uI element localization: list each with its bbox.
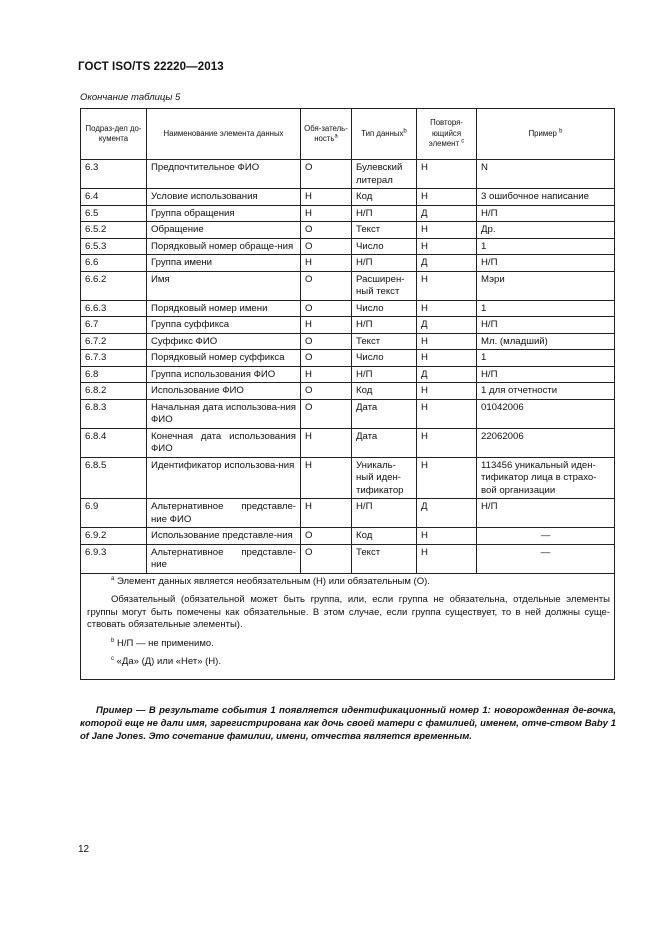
- table-row: [81, 350, 615, 367]
- table-row: [81, 222, 615, 239]
- element-name-cell: Начальная дата использова-ния ФИО: [147, 399, 301, 428]
- obligation-cell: О: [301, 399, 352, 428]
- table-header-row: [81, 109, 615, 160]
- notes-row: [81, 573, 615, 679]
- data-type-cell: Н/П: [352, 255, 417, 272]
- repeating-cell: Н: [417, 428, 477, 457]
- header-repeating: Повторя-ющийся элемент $^c$: [417, 109, 477, 160]
- element-name-cell: Идентификатор использова-ния: [147, 457, 301, 499]
- data-type-cell: Дата: [352, 428, 417, 457]
- element-name-cell: Предпочтительное ФИО: [147, 160, 301, 189]
- example-cell: 3 ошибочное написание: [477, 189, 615, 206]
- element-name-cell: Группа суффикса: [147, 317, 301, 334]
- repeating-cell: Д: [417, 255, 477, 272]
- element-name-cell: Группа использования ФИО: [147, 366, 301, 383]
- obligation-cell: Н: [301, 428, 352, 457]
- obligation-cell: Н: [301, 317, 352, 334]
- section-cell: 6.3: [81, 160, 147, 189]
- element-name-cell: Порядковый номер суффикса: [147, 350, 301, 367]
- notes-cell: [81, 573, 615, 679]
- data-type-cell: Число: [352, 350, 417, 367]
- repeating-cell: Н: [417, 333, 477, 350]
- obligation-cell: Н: [301, 366, 352, 383]
- obligation-cell: Н: [301, 189, 352, 206]
- repeating-cell: Н: [417, 457, 477, 499]
- page-number: 12: [78, 844, 90, 855]
- example-cell: 113456 уникальный иден-тификатор лица в страхо-вой организации: [477, 457, 615, 499]
- section-cell: 6.9.3: [81, 544, 147, 573]
- table-row: [81, 333, 615, 350]
- example-cell: —: [477, 544, 615, 573]
- header-obligation: Обя-затель-ность$^a$: [301, 109, 352, 160]
- example-cell: 01042006: [477, 399, 615, 428]
- note-c: $^c$ «Да» (Д) или «Нет» (Н).: [111, 655, 221, 667]
- repeating-cell: Н: [417, 189, 477, 206]
- section-cell: 6.7: [81, 317, 147, 334]
- data-type-cell: Уникаль-ный иден-тификатор: [352, 457, 417, 499]
- section-cell: 6.7.3: [81, 350, 147, 367]
- obligation-cell: Н: [301, 205, 352, 222]
- note-a-body: Обязательный (обязательной может быть группа, или, если группа не обязательна, отдельные элементы группы могут быть помечены как обязательные. В этом случае, если группа существует, то в ней должны суще-ствовать обязательные элементы).: [87, 594, 610, 630]
- example-cell: Н/П: [477, 366, 615, 383]
- repeating-cell: Д: [417, 366, 477, 383]
- section-cell: 6.8.4: [81, 428, 147, 457]
- repeating-cell: Н: [417, 383, 477, 400]
- example-cell: N: [477, 160, 615, 189]
- table-row: [81, 238, 615, 255]
- data-type-cell: Число: [352, 238, 417, 255]
- header-element-name: Наименование элемента данных: [147, 109, 301, 160]
- repeating-cell: Н: [417, 544, 477, 573]
- table-row: [81, 399, 615, 428]
- table-row: [81, 528, 615, 545]
- table-row: [81, 366, 615, 383]
- table-row: [81, 255, 615, 272]
- obligation-cell: О: [301, 222, 352, 239]
- data-type-cell: Текст: [352, 544, 417, 573]
- obligation-cell: О: [301, 544, 352, 573]
- table-row: [81, 189, 615, 206]
- table-row: [81, 457, 615, 499]
- element-name-cell: Группа обращения: [147, 205, 301, 222]
- header-data-type: Тип данных$^b$: [352, 109, 417, 160]
- section-cell: 6.5.3: [81, 238, 147, 255]
- data-type-cell: Текст: [352, 333, 417, 350]
- example-cell: Др.: [477, 222, 615, 239]
- data-type-cell: Текст: [352, 222, 417, 239]
- data-type-cell: Н/П: [352, 499, 417, 528]
- header-section: Подраз-дел до-кумента: [81, 109, 147, 160]
- table-row: [81, 428, 615, 457]
- section-cell: 6.8: [81, 366, 147, 383]
- repeating-cell: Д: [417, 205, 477, 222]
- element-name-cell: Альтернативное представле-ние: [147, 544, 301, 573]
- table-row: [81, 271, 615, 300]
- repeating-cell: Н: [417, 238, 477, 255]
- example-cell: 1 для отчетности: [477, 383, 615, 400]
- table-row: [81, 205, 615, 222]
- element-name-cell: Группа имени: [147, 255, 301, 272]
- section-cell: 6.8.5: [81, 457, 147, 499]
- data-type-cell: Н/П: [352, 317, 417, 334]
- data-type-cell: Расширен-ный текст: [352, 271, 417, 300]
- example-cell: Мэри: [477, 271, 615, 300]
- section-cell: 6.5: [81, 205, 147, 222]
- example-cell: 22062006: [477, 428, 615, 457]
- table-row: [81, 544, 615, 573]
- element-name-cell: Использование представле-ния: [147, 528, 301, 545]
- table-row: [81, 160, 615, 189]
- data-type-cell: Число: [352, 300, 417, 317]
- example-cell: Н/П: [477, 205, 615, 222]
- data-type-cell: Код: [352, 383, 417, 400]
- document-title: ГОСТ ISO/TS 22220—2013: [78, 61, 224, 73]
- element-name-cell: Конечная дата использования ФИО: [147, 428, 301, 457]
- repeating-cell: Н: [417, 399, 477, 428]
- example-cell: Н/П: [477, 255, 615, 272]
- element-name-cell: Суффикс ФИО: [147, 333, 301, 350]
- obligation-cell: О: [301, 528, 352, 545]
- section-cell: 6.9: [81, 499, 147, 528]
- section-cell: 6.8.2: [81, 383, 147, 400]
- obligation-cell: Н: [301, 457, 352, 499]
- example-cell: —: [477, 528, 615, 545]
- example-cell: 1: [477, 238, 615, 255]
- obligation-cell: О: [301, 383, 352, 400]
- data-type-cell: Код: [352, 189, 417, 206]
- example-cell: 1: [477, 350, 615, 367]
- section-cell: 6.9.2: [81, 528, 147, 545]
- repeating-cell: Н: [417, 528, 477, 545]
- repeating-cell: Н: [417, 160, 477, 189]
- element-name-cell: Порядковый номер имени: [147, 300, 301, 317]
- repeating-cell: Д: [417, 499, 477, 528]
- obligation-cell: Н: [301, 255, 352, 272]
- section-cell: 6.4: [81, 189, 147, 206]
- example-cell: Н/П: [477, 499, 615, 528]
- data-type-cell: Дата: [352, 399, 417, 428]
- header-example: Пример $^b$: [477, 109, 615, 160]
- example-paragraph: Пример — В результате события 1 появляется идентификационный номер 1: новорожденная де-вочка, которой еще не дали имя, зарегистрирована как дочь своей матери с фамилией, именем, отче-ством Baby 1 of Jane Jones. Это сочетание фамилии, имени, отчества является временным.: [80, 705, 616, 742]
- obligation-cell: О: [301, 333, 352, 350]
- data-type-cell: Булевский литерал: [352, 160, 417, 189]
- obligation-cell: О: [301, 350, 352, 367]
- data-type-cell: Код: [352, 528, 417, 545]
- element-name-cell: Имя: [147, 271, 301, 300]
- data-type-cell: Н/П: [352, 205, 417, 222]
- table-row: [81, 383, 615, 400]
- repeating-cell: Н: [417, 300, 477, 317]
- data-type-cell: Н/П: [352, 366, 417, 383]
- section-cell: 6.5.2: [81, 222, 147, 239]
- obligation-cell: О: [301, 160, 352, 189]
- data-table: [80, 108, 615, 680]
- section-cell: 6.6.2: [81, 271, 147, 300]
- section-cell: 6.6: [81, 255, 147, 272]
- repeating-cell: Н: [417, 222, 477, 239]
- table-row: [81, 300, 615, 317]
- section-cell: 6.6.3: [81, 300, 147, 317]
- obligation-cell: Н: [301, 499, 352, 528]
- element-name-cell: Использование ФИО: [147, 383, 301, 400]
- note-b: $^b$ Н/П — не применимо.: [111, 637, 214, 649]
- example-cell: Мл. (младший): [477, 333, 615, 350]
- element-name-cell: Обращение: [147, 222, 301, 239]
- repeating-cell: Н: [417, 350, 477, 367]
- obligation-cell: О: [301, 300, 352, 317]
- obligation-cell: О: [301, 271, 352, 300]
- table-row: [81, 499, 615, 528]
- element-name-cell: Альтернативное представле-ние ФИО: [147, 499, 301, 528]
- obligation-cell: О: [301, 238, 352, 255]
- example-cell: 1: [477, 300, 615, 317]
- section-cell: 6.7.2: [81, 333, 147, 350]
- element-name-cell: Порядковый номер обраще-ния: [147, 238, 301, 255]
- example-cell: Н/П: [477, 317, 615, 334]
- table-caption: Окончание таблицы 5: [80, 92, 181, 103]
- section-cell: 6.8.3: [81, 399, 147, 428]
- element-name-cell: Условие использования: [147, 189, 301, 206]
- repeating-cell: Д: [417, 317, 477, 334]
- note-a: $^a$ Элемент данных является необязательным (Н) или обязательным (О).: [111, 575, 430, 587]
- repeating-cell: Н: [417, 271, 477, 300]
- table-row: [81, 317, 615, 334]
